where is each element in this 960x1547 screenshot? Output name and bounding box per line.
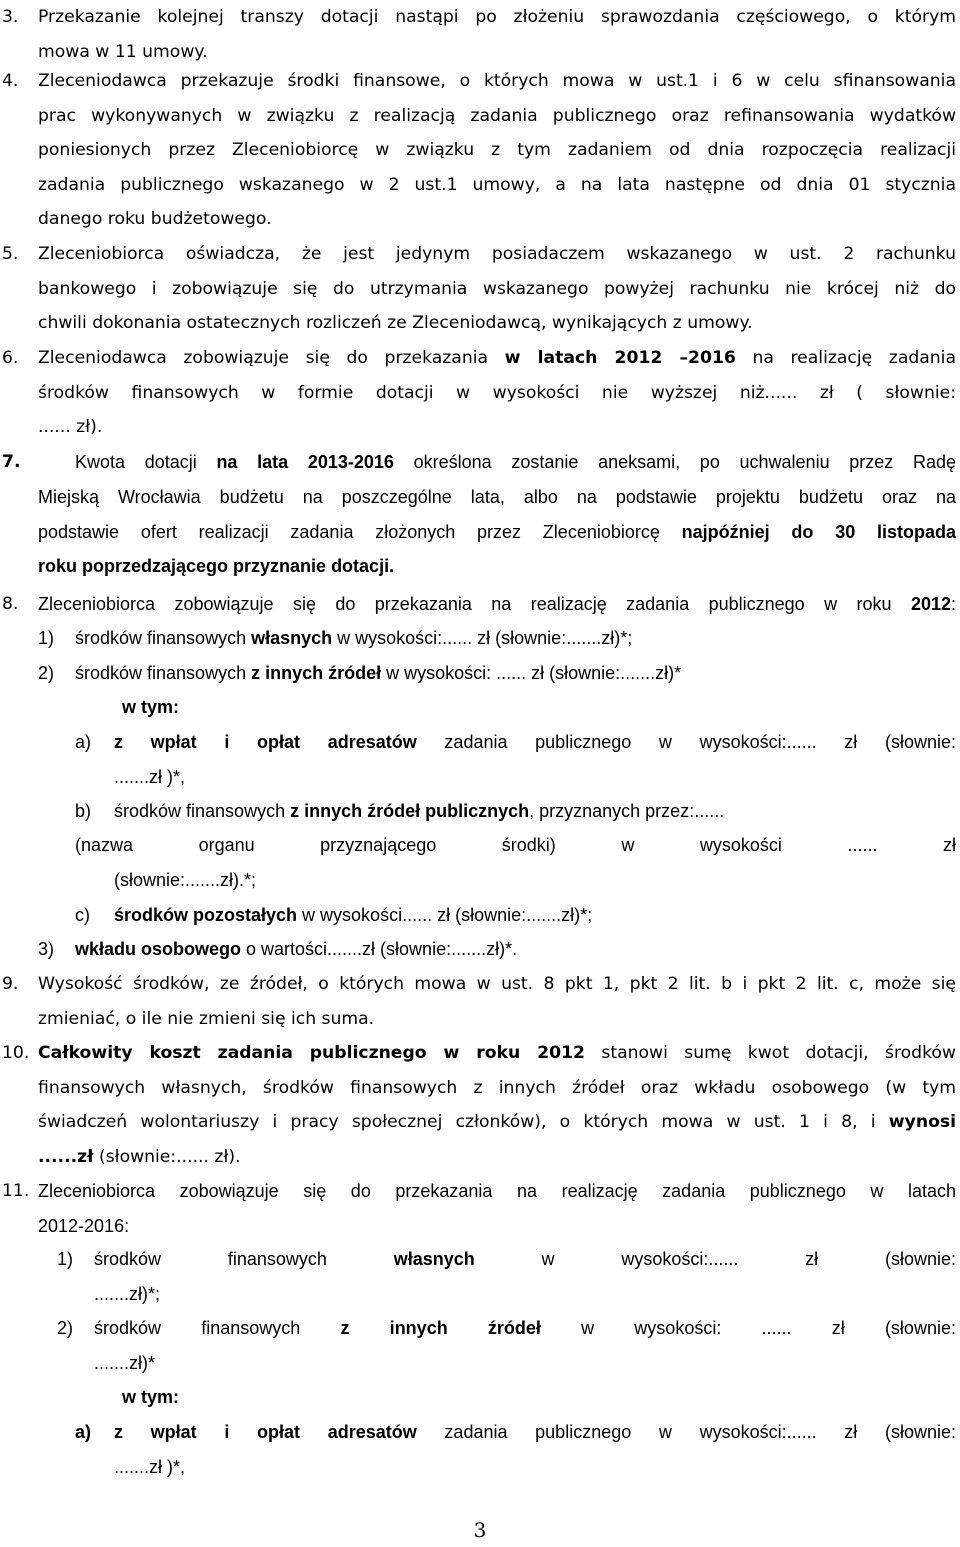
text-line: Przekazanie kolejnej transzy dotacji nastąpi po złożeniu sprawozdania częściowego, o którym [38, 7, 956, 27]
item-number: 5. [2, 244, 19, 264]
item-number: 11. [2, 1181, 30, 1201]
bold-span: z innych źródeł publicznych [290, 801, 530, 821]
sub-item-text [114, 898, 956, 933]
text-span: o wartości.......zł (słownie:.......zł)*. [241, 939, 518, 959]
paragraph-text [38, 1174, 956, 1243]
text-line: środków finansowych w formie dotacji w wysokości nie wyższej niż...... zł ( słownie: [38, 382, 956, 403]
text-line [38, 1105, 956, 1140]
item-number: 8. [2, 594, 19, 614]
text-line: chwili dokonania ostatecznych rozliczeń ze Zleceniodawcą, wynikających z umowy. [38, 313, 753, 334]
bold-span: z wpłat i opłat adresatów [114, 732, 417, 752]
paragraph-text [38, 341, 956, 445]
text-line: Zleceniodawca przekazuje środki finansowe, o których mowa w ust.1 i 6 w celu sfinansowania [38, 71, 956, 91]
text-span: w wysokości...... zł (słownie:.......zł)*; [297, 905, 593, 925]
bold-span: własnych [251, 628, 333, 648]
bold-span: własnych [393, 1249, 475, 1269]
paragraph-text [75, 445, 956, 480]
text-span: : [950, 594, 956, 614]
bold-span: najpóźniej do 30 listopada [681, 521, 956, 542]
text-span: środków finansowych [75, 663, 252, 683]
item-number: 7. [2, 452, 21, 472]
text-span: środków finansowych [94, 1249, 394, 1269]
paragraph-text [38, 64, 956, 237]
bold-span: 2012 [910, 594, 951, 614]
w-tym-label: w tym: [122, 697, 180, 717]
text-span: określona zostanie aneksami, po uchwaleniu przez Radę [393, 452, 956, 472]
sub-number: 1) [38, 628, 55, 648]
bold-span: wkładu osobowego [75, 939, 242, 959]
item-number: 4. [2, 71, 19, 91]
text-line: .......zł)*; [94, 1283, 161, 1304]
w-tym-label: w tym: [122, 1387, 180, 1407]
paragraph-text [38, 587, 956, 622]
page-number: 3 [473, 1518, 487, 1542]
text-span: (słownie:...... zł). [93, 1146, 241, 1167]
text-line: danego roku budżetowego. [38, 209, 272, 230]
text-line [94, 1242, 956, 1277]
text-span: w wysokości: ...... zł (słownie:.......zł)* [381, 663, 682, 683]
sub-item-text [114, 725, 956, 794]
text-line: poniesionych przez Zleceniobiorcę w związku z tym zadaniem od dnia rozpoczęcia realizacji [38, 140, 956, 161]
sub-letter: a) [75, 1422, 92, 1442]
text-line: roku poprzedzającego przyznanie dotacji. [38, 556, 395, 577]
sub-item-text [75, 828, 956, 897]
sub-letter: a) [75, 732, 92, 752]
text-line: .......zł )*, [114, 1456, 186, 1477]
sub-number: 3) [38, 939, 55, 959]
text-line [38, 515, 956, 550]
text-span: w wysokości:...... zł (słownie:.......zł)*; [332, 628, 633, 648]
bold-span: z wpłat i opłat adresatów [114, 1422, 417, 1442]
text-line: (słownie:.......zł).*; [114, 869, 257, 890]
sub-letter: c) [75, 905, 90, 925]
text-line [38, 1140, 956, 1175]
text-line [114, 1415, 956, 1450]
text-span: środków finansowych [75, 628, 252, 648]
text-line: .......zł)* [94, 1352, 156, 1373]
text-span: zadania publicznego w wysokości:...... zł (słownie: [416, 732, 956, 752]
item-number: 6. [2, 348, 19, 368]
text-line: Miejską Wrocławia budżetu na poszczególne lata, albo na podstawie projektu budżetu oraz na [38, 487, 956, 507]
sub-item-text [94, 1311, 956, 1380]
text-line: mowa w 11 umowy. [38, 41, 208, 62]
bold-span: z innych źródeł [340, 1318, 541, 1338]
text-span: na realizację zadania [735, 348, 956, 368]
bold-span: w latach 2012 –2016 [504, 348, 736, 368]
text-span: podstawie ofert realizacji zadania złożonych przez Zleceniobiorcę [38, 521, 682, 542]
text-span: Zleceniodawca zobowiązuje się do przekazania [38, 348, 505, 368]
bold-span: wynosi [888, 1112, 956, 1133]
text-span: zadania publicznego w wysokości:...... zł (słownie: [416, 1422, 956, 1442]
text-line: prac wykonywanych w związku z realizacją zadania publicznego oraz refinansowania wydatków [38, 105, 956, 126]
sub-item-text [75, 656, 956, 691]
text-line: zadania publicznego wskazanego w 2 ust.1 umowy, a na lata następne od dnia 01 stycznia [38, 174, 956, 195]
paragraph-text [38, 967, 956, 1036]
text-line: bankowego i zobowiązuje się do utrzymania wskazanego powyżej rachunku nie krócej niż do [38, 278, 956, 299]
paragraph-text [38, 1036, 956, 1174]
text-line: (nazwa organu przyznającego środki) w wysokości ...... zł [75, 835, 956, 855]
text-line: 2012-2016: [38, 1215, 130, 1236]
text-line: Wysokość środków, ze źródeł, o których mowa w ust. 8 pkt 1, pkt 2 lit. b i pkt 2 lit. c, może się [38, 974, 956, 994]
paragraph-text [38, 237, 956, 341]
sub-item-text [114, 1415, 956, 1484]
bold-span: ......zł [38, 1146, 94, 1167]
text-span: środków finansowych [94, 1318, 341, 1338]
text-line [38, 1036, 956, 1071]
text-line [75, 445, 956, 480]
sub-letter: b) [75, 801, 92, 821]
text-span: w wysokości:...... zł (słownie: [474, 1249, 956, 1269]
paragraph-text-cont [38, 480, 956, 584]
text-line: Zleceniobiorca zobowiązuje się do przekazania na realizację zadania publicznego w latach [38, 1181, 956, 1201]
text-line [114, 725, 956, 760]
text-line: .......zł )*, [114, 766, 186, 787]
text-span: świadczeń wolontariuszy i pracy społecznej członków), o których mowa w ust. 1 i 8, i [38, 1112, 889, 1133]
sub-number: 2) [38, 663, 55, 683]
bold-span: Całkowity koszt zadania publicznego w roku 2012 [38, 1043, 585, 1063]
text-line: finansowych własnych, środków finansowych z innych źródeł oraz wkładu osobowego (w tym [38, 1077, 956, 1098]
sub-number: 2) [57, 1318, 74, 1338]
item-number: 10. [2, 1043, 30, 1063]
bold-span: z innych źródeł [251, 663, 382, 683]
text-line: zmieniać, o ile nie zmieni się ich suma. [38, 1008, 375, 1029]
text-span: Zleceniobiorca zobowiązuje się do przekazania na realizację zadania publicznego w roku [38, 594, 911, 614]
text-line: ...... zł). [38, 417, 103, 438]
sub-number: 1) [57, 1249, 74, 1269]
paragraph-text [38, 0, 956, 69]
bold-span: środków pozostałych [114, 905, 298, 925]
text-line: Zleceniobiorca oświadcza, że jest jedynym posiadaczem wskazanego w ust. 2 rachunku [38, 244, 956, 264]
bold-span: na lata 2013-2016 [216, 452, 394, 472]
text-line [38, 341, 956, 376]
item-number: 9. [2, 974, 19, 994]
text-span: , przyznanych przez:...... [529, 801, 725, 821]
sub-item-text [75, 932, 956, 967]
text-span: stanowi sumę kwot dotacji, środków [584, 1043, 956, 1063]
item-number: 3. [2, 7, 19, 27]
text-span: w wysokości: ...... zł (słownie: [540, 1318, 956, 1338]
text-line [38, 587, 956, 622]
sub-item-text [94, 1242, 956, 1311]
sub-item-text [114, 794, 956, 829]
text-span: Kwota dotacji [75, 452, 217, 472]
text-line [94, 1311, 956, 1346]
sub-item-text [75, 621, 956, 656]
text-span: środków finansowych [114, 801, 291, 821]
